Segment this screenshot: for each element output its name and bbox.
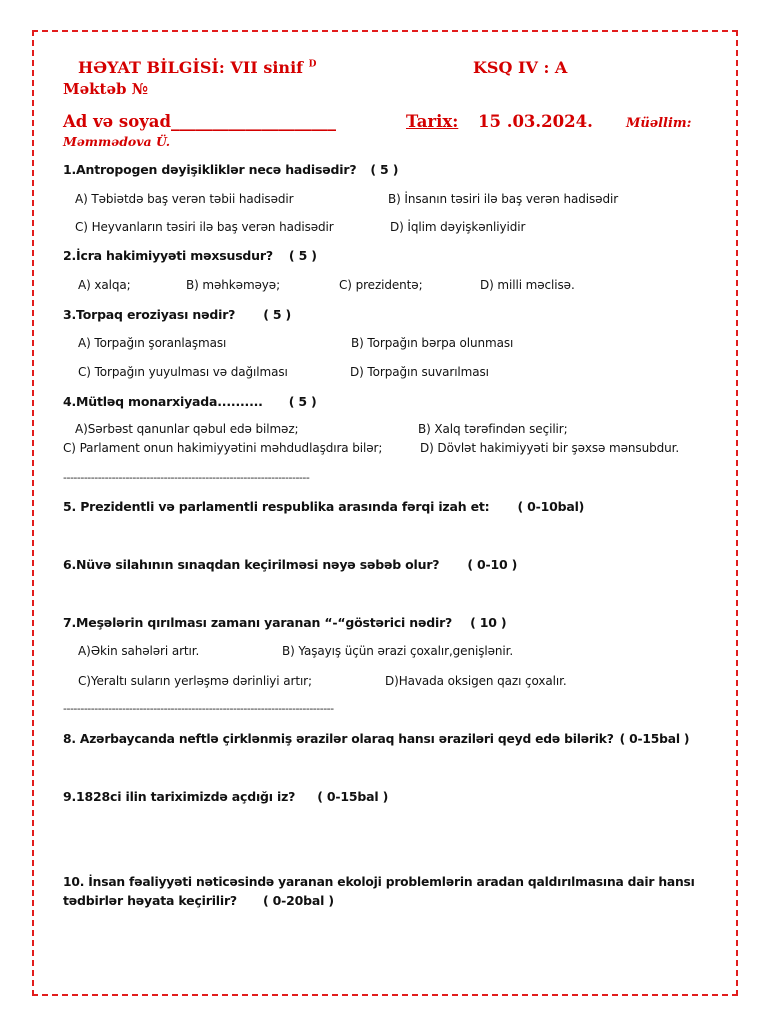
separator-line: ----------------------------------------------------------------------- [63,471,310,484]
question-9: 9.1828ci ilin tariximizdə açdığı iz? ( 0-15bal ) [63,789,389,804]
q2-option-c: C) prezidentə; [339,278,423,292]
q7-option-b: B) Yaşayış üçün ərazi çoxalır,genişlənir. [282,644,514,658]
teacher-label: Müəllim: [626,116,692,131]
name-field-label: Ad və soyad____________________ [63,112,337,131]
title-superscript: D [308,59,317,70]
q3-option-c: C) Torpağın yuyulması və dağılması [78,365,288,379]
q2-option-d: D) milli məclisə. [480,278,575,292]
q3-option-a: A) Torpağın şoranlaşması [78,336,227,350]
q2-option-a: A) xalqa; [78,278,131,292]
question-3: 3.Torpaq eroziyası nədir? ( 5 ) [63,307,292,322]
school-number-label: Məktəb № [63,80,149,98]
q4-option-d: D) Dövlət hakimiyyəti bir şəxsə mənsubdur. [420,441,680,455]
q7-option-d: D)Havada oksigen qazı çoxalır. [385,674,567,688]
q7-option-a: A)Əkin sahələri artır. [78,644,200,658]
question-1: 1.Antropogen dəyişikliklər necə hadisədir? ( 5 ) [63,162,399,177]
question-6: 6.Nüvə silahının sınaqdan keçirilməsi nəyə səbəb olur? ( 0-10 ) [63,557,518,572]
ksq-label: KSQ IV : A [473,58,568,77]
subject-title: HƏYAT BİLGİSİ: VII sinif $^D$ [78,58,317,77]
question-8: 8. Azərbaycanda neftlə çirklənmiş ərazilər olaraq hansı əraziləri qeyd edə bilərik? ( 0-15bal ) [63,732,690,746]
question-5: 5. Prezidentli və parlamentli respublika arasında fərqi izah et: ( 0-10bal) [63,499,585,514]
q1-option-c: C) Heyvanların təsiri ilə baş verən hadisədir [75,220,334,234]
q7-option-c: C)Yeraltı suların yerləşmə dərinliyi artır; [78,674,312,688]
q2-option-b: B) məhkəməyə; [186,278,281,292]
q4-option-b: B) Xalq tərəfindən seçilir; [418,422,568,436]
question-7: 7.Meşələrin qırılması zamanı yaranan “-“göstərici nədir? ( 10 ) [63,615,507,630]
q4-option-a: A)Sərbəst qanunlar qəbul edə bilməz; [75,422,299,436]
question-10-line-1: 10. İnsan fəaliyyəti nəticəsində yaranan ekoloji problemlərin aradan qaldırılmasına dair hansı [63,875,695,889]
question-4: 4.Mütləq monarxiyada.......... ( 5 ) [63,394,317,409]
q3-option-d: D) Torpağın suvarılması [350,365,489,379]
question-2: 2.İcra hakimiyyəti məxsusdur? ( 5 ) [63,248,317,263]
q1-option-a: A) Təbiətdə baş verən təbii hadisədir [75,192,294,206]
question-10-line-2: tədbirlər həyata keçirilir? ( 0-20bal ) [63,893,334,908]
q4-option-c: C) Parlament onun hakimiyyətini məhdudlaşdıra bilər; [63,441,383,455]
date-value: 15 .03.2024. [478,112,593,131]
teacher-name: Məmmədova Ü. [63,134,171,149]
q1-option-b: B) İnsanın təsiri ilə baş verən hadisədir [388,192,619,206]
q1-option-d: D) İqlim dəyişkənliyidir [390,220,526,234]
q3-option-b: B) Torpağın bərpa olunması [351,336,514,350]
separator-line: ------------------------------------------------------------------------------ [63,702,334,715]
date-label: Tarix: [406,112,459,131]
